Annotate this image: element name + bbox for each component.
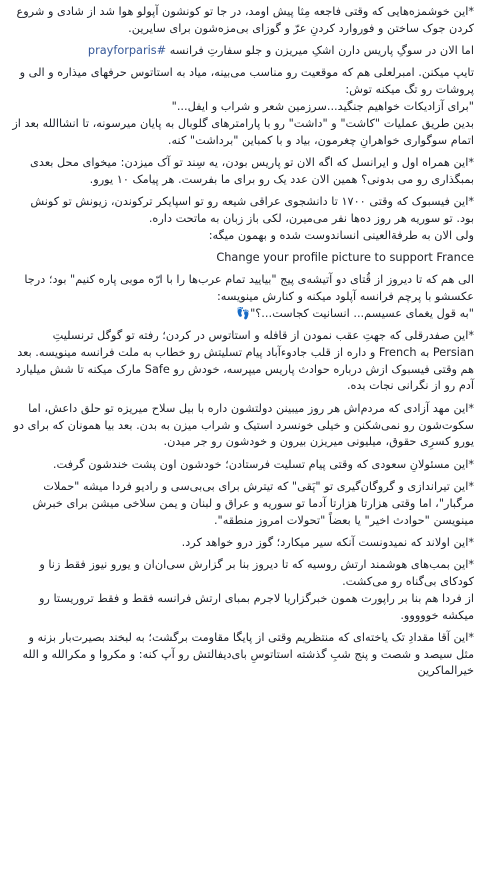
paragraph: *این اولاند که نمیدونست آنکه سیر میکارد؛ گوز درو خواهد کرد. (181, 535, 474, 549)
paragraph: *این آقا مقدادِ تک یاخته‌ای که منتظریم وقتی از پایگا مقاومت برگشت؛ به لبخند بصیرت‌بار بزنه و مثل سیصد و شصت و پنج شبِ گذشته استاتوسِ بای‌دیفالتش رو آپ کنه: و مکروا و مکرالله و الله خیرالماکرین (22, 630, 474, 678)
paragraph: *این مسئولانِ سعودی که وقتی پیام تسلیت فرستادن؛ خودشون اون پشت خندشون گرفت. (52, 457, 474, 471)
paragraph: الی هم که تا دیروز از قُتای دو آتیشه‌ی پیج "بیایید تمام عرب‌ها را با ارّه موبی پاره کنیم" بود؛ درجا عکسشو با پرچم فرانسه آپلود میکنه و کنارش مینویسه: "به قول یغمای عسیسم... انسانیت کجاست...؟"👣 (24, 273, 474, 320)
hashtag-link[interactable]: #prayforparis (87, 44, 167, 58)
paragraph: تایپ میکنن. امبرلعلی هم که موقعیت رو مناسب می‌بینه، میاد به استاتوس حرفهای میذاره و الی و پروشات رو تگ میکنه توش: "برای آزادیکات خواهیم جنگید...سرزمین شعر و شراب و ایفل..." بدین طریق عملیات "کاشت" و "داشت" رو با پارامترهای گلوبال به پایان میرسونه، تا انشاالله بعد از اتمام سوگواری خواهرانِ چغرمون، بیاد و با کمباین "برداشت" کنه. (12, 66, 474, 147)
paragraph: *این صفدرقلی که جهتِ عقب نمودن از قافله و استاتوس در کردن؛ رفته تو گوگل ترنسلیتِ Persian به French و داره از قلب جادوءآباد پیام تسلیتش رو خطاب به ملت فرانسه مینویسه. بعد هم وقتی فیسبوک ازش درباره حوادث پاریس میپرسه، خودش رو Safe مارک میکنه تا شش میلیارد آدم رو از نگرانی نجات بده. (15, 329, 474, 393)
english-quote: Change your profile picture to support France (216, 250, 474, 264)
paragraph: *این مهد آزادی که مردم‌اش هر روز میبینن دولتشون داره با بیل سلاح میریزه تو حلق داعش، اما سکوت‌شون رو نمی‌شکنن و خیلی خونسرد استیک و شراب میزن به بدن. بعد بیا همونان که برای دو یورو کسرِی حقوق، میلیونی میریزن بیرون و خودشون رو جر میدن. (13, 401, 474, 449)
paragraph: *این تیراندازی و گروگان‌گیری تو "پَقی" که تیترش برای بی‌بی‌سی و رادیو فردا میشه "حملات مرگبار"، اما وقتی هزارتا هزارتا آدما تو سوریه و عراق و لبنان و یمن سلاخی میشن برای خبرش مینویسن "حوادث اخیر" یا بعضاً "تحولات امروز منطقه". (32, 479, 474, 527)
paragraph: *این خوشمزه‌هایی که وقتی فاجعه مِثا پیش اومد، در جا تو کونشون آپولو هوا شد از شادی و شروع کردن جوک ساختن و فوروارد کردنِ عرّ و گوزای بی‌مزه‌شون برای سایرین. (16, 5, 474, 35)
paragraph-text: اما الان در سوگِ پاریس دارن اشکِ میریزن و جلو سفارتِ فرانسه (169, 44, 474, 58)
paragraph: *این همراه اول و ایرانسل که اگه الان تو پاریس بودن، یه سِند تو آک میزدن: میخوای محل بعدی بمبگذاری رو می بدونی؟ همین الان عدد یک رو برای ما بفرست. هر پیامک ۱۰ یورو. (30, 155, 474, 186)
paragraph: *این بمب‌های هوشمند ارتش روسیه که تا دیروز بنا بر گزارش سی‌ان‌ان و یورو نیوز فقط زنا و کودکای بی‌گناه رو می‌کشت. از فردا هم بنا بر راپورت همون خبرگزاریا لاجرم بمبای ارتش فرانسه فقط و فقط تروریستا رو میکشه خووووو. (38, 558, 474, 622)
paragraph: *این فیسبوک که وقتی ۱۷۰۰ تا دانشجوی عراقی شیعه رو تو اسپایکر ترکوندن، زیونش تو کونش بود. تو سوریه هر روز ده‌ها نفر می‌میرن، لکی باز زبان به ماتحت داره. ولی الان به طرفةالعینی انساندوست شده و بهمون میگه: (30, 194, 474, 242)
paragraph (11, 43, 474, 60)
